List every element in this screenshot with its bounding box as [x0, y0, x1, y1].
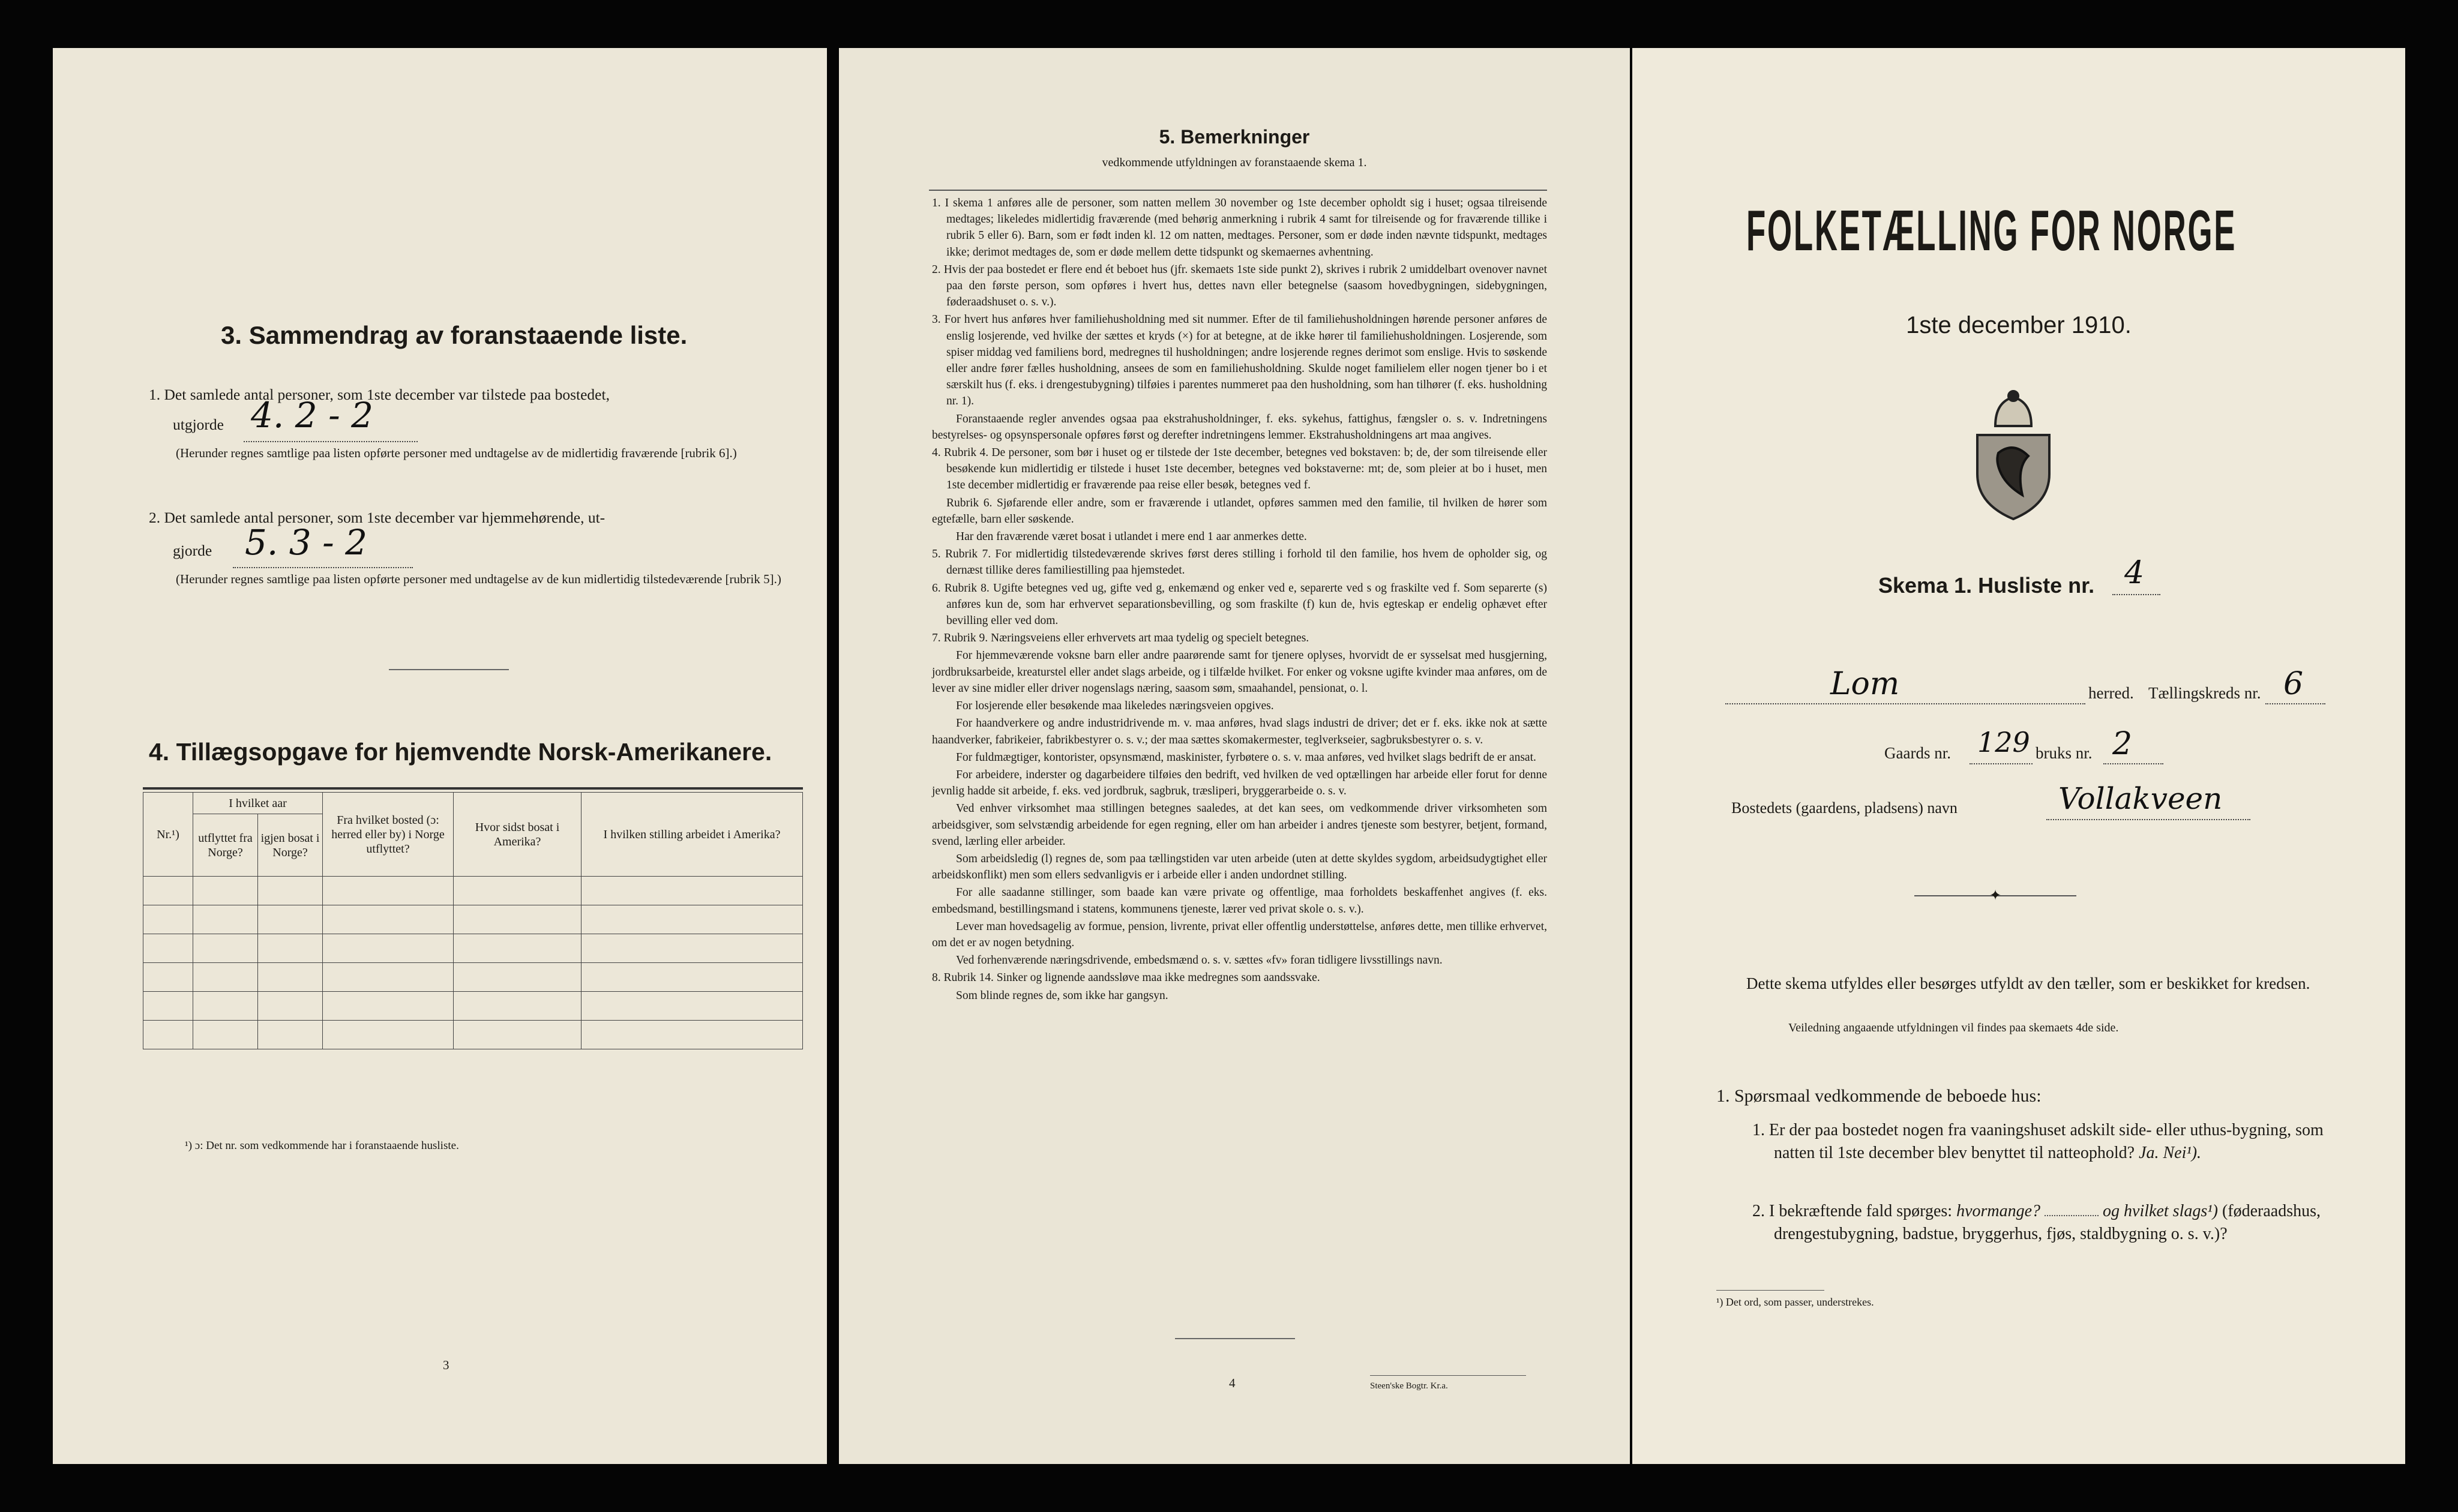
- table-cell: [258, 905, 323, 934]
- table-cell: [193, 1021, 258, 1049]
- separator: [389, 669, 509, 670]
- census-date: 1ste december 1910.: [1906, 312, 2132, 338]
- kreds-dotline: [2265, 703, 2325, 704]
- bruks-label: bruks nr.: [2036, 744, 2093, 762]
- remark-1: 1. I skema 1 anføres alle de personer, som natten mellem 30 november og 1ste december opholdt sig i huset; ogsaa tilreisende medtages; likeledes midlertidig fraværende (med behørig anmerkning i rubrik 4 samt for tilreisende og for fraværende tillike i rubrik 5 eller 6). Barn, som er født inden kl. 12 om natten, medtages. Personer, som er døde inden nævnte tidspunkt, medtages ikke; derimot medtages de, som er døde mellem dette tidspunkt og skemaernes avhentning.: [932, 197, 1547, 259]
- remark-7h: Som arbeidsledig (l) regnes de, som paa tællingstiden var uten arbeide (uten at dette skyldes sygdom, arbeidsudygtighet eller arbeidskonflikt) men som ellers sedvanligvis er i arbeide eller i anden undordnet stilling.: [932, 852, 1547, 882]
- census-title: FOLKETÆLLING FOR NORGE: [1746, 199, 2237, 263]
- item-2-dotline: [233, 567, 413, 568]
- kreds-nr: 6: [2283, 666, 2304, 702]
- page-1-footnote: ¹) Det ord, som passer, understrekes.: [1716, 1296, 1874, 1308]
- table-cell: [323, 963, 454, 992]
- table-cell: [258, 963, 323, 992]
- ornament-icon: ✦: [1989, 888, 2002, 904]
- table-cell: [258, 1021, 323, 1049]
- remark-3: 3. For hvert hus anføres hver familiehusholdning med sit nummer. Efter de til familiehusholdningen hørende personer anføres de enslig losjerende, ved hvilke der sættes et kryds (×) for at betegne, at de ikke hører til familiehusholdningen. Losjerende, som spiser middag ved familiens bord, medregnes til husholdningen; andre losjerende regnes derimot som enslige. Hvis to søskende eller andre fører fælles husholdning, ansees de som en familiehusholdning. Skulde noget familielem eller nogen tjener bo i et særskilt hus (f. eks. i drengestubygning) tilføies i parentes nummeret paa den husholdning, som han tilhører (f. eks. husholdning nr. 1).: [932, 313, 1547, 408]
- table-cell: [454, 963, 581, 992]
- remark-6: 6. Rubrik 8. Ugifte betegnes ved ug, gifte ved g, enkemænd og enker ved e, separerte ved s og fraskilte ved f. Som separerte (s) anføres kun de, som har erhvervet separationsbevilling, og som fraskilte (f) kun de, hvis egteskap er endelig ophævet efter bevilling eller ved dom.: [932, 581, 1547, 628]
- table-top-rule: [143, 787, 803, 790]
- remark-5: 5. Rubrik 7. For midlertidig tilstedeværende skrives først deres stilling i forhold til den familie, hos hvem de opholder sig, og dernæst tillike deres familiestilling paa hjemstedet.: [932, 548, 1547, 577]
- question-1-1: 1. Er der paa bostedet nogen fra vaaningshuset adskilt side- eller uthus-bygning, som natten til 1ste december blev benyttet til natteophold? Ja. Nei¹).: [1752, 1121, 2324, 1162]
- table-cell: [258, 934, 323, 963]
- herred-label: herred.: [2088, 684, 2134, 702]
- table-footnote: ¹) ɔ: Det nr. som vedkommende har i foranstaaende husliste.: [185, 1139, 459, 1152]
- table-cell: [143, 963, 193, 992]
- remark-2: 2. Hvis der paa bostedet er flere end ét beboet hus (jfr. skemaets 1ste side punkt 2), skrives i rubrik 2 umiddelbart ovenover navnet paa den første person, som opføres i hvert hus, dettes navn eller betegnelse (saasom hovedbygningen, sidebygningen, føderaadshuset o. s. v.).: [932, 263, 1547, 309]
- coat-of-arms-icon: [1965, 384, 2061, 522]
- table-cell: [323, 1021, 454, 1049]
- item-2-utgjorde: gjorde: [173, 542, 212, 559]
- gaards-label: Gaards nr.: [1884, 744, 1951, 762]
- table-cell: [323, 905, 454, 934]
- remark-8b: Som blinde regnes de, som ikke har gangsyn.: [956, 989, 1168, 1002]
- section-4-title: 4. Tillægsopgave for hjemvendte Norsk-Amerikanere.: [149, 738, 772, 766]
- remarks-end-rule: [1175, 1338, 1295, 1339]
- footnote-rule: [1716, 1290, 1824, 1291]
- table-cell: [193, 934, 258, 963]
- page-3: [53, 48, 827, 1464]
- remark-4b: Rubrik 6. Sjøfarende eller andre, som er fraværende i utlandet, opføres sammen med den familie, til hvilken de hører som egtefælle, barn eller søskende.: [932, 496, 1547, 526]
- page-number: 3: [443, 1358, 449, 1372]
- table-cell: [193, 905, 258, 934]
- section-3-title: 3. Sammendrag av foranstaaende liste.: [221, 321, 688, 349]
- item-1-dotline: [244, 441, 418, 442]
- remark-7: 7. Rubrik 9. Næringsveiens eller erhvervets art maa tydelig og specielt betegnes.: [932, 632, 1309, 645]
- remark-4: 4. Rubrik 4. De personer, som bør i huset og er tilstede der 1ste december, betegnes ved bokstaven: b; de, der som tilreisende eller besøkende kun midlertidig er tilstede i huset 1ste december, betegnes ved bokstaverne: mt; de, som pleier at bo i huset, men 1ste december midlertidig er fraværende paa reise eller besøk, betegnes ved f.: [932, 446, 1547, 492]
- table-cell: [454, 992, 581, 1021]
- remarks-title: 5. Bemerkninger: [1159, 126, 1310, 148]
- table-cell: [143, 1021, 193, 1049]
- herred-dotline: [1725, 703, 2085, 704]
- question-1-1-answer: Ja. Nei¹).: [2139, 1144, 2202, 1162]
- table-cell: [581, 877, 803, 905]
- gaards-dotline: [1970, 763, 2033, 764]
- remark-7i: For alle saadanne stillinger, som baade kan være private og offentlige, maa forholdets beskaffenhet angives (f. eks. embedsmand, bestillingsmand i statens, kommunens tjeneste, lærer ved privat skole o. s. v.).: [932, 886, 1547, 916]
- col-emigrated: utflyttet fra Norge?: [193, 814, 258, 877]
- remark-7e: For fuldmægtiger, kontorister, opsynsmænd, maskinister, fyrbøtere o. s. v. maa anføres, ved hvilket slags bedrift de er ansat.: [956, 751, 1536, 764]
- table-cell: [143, 877, 193, 905]
- page-4: [839, 48, 1630, 1464]
- gaards-nr: 129: [1977, 726, 2030, 758]
- kreds-label: Tællingskreds nr.: [2148, 684, 2261, 702]
- remark-7g: Ved enhver virksomhet maa stillingen betegnes saaledes, at det kan sees, om vedkommende driver virksomheten som arbeidsgiver, som selvstændig arbeidende for egen regning, eller om han arbeider i andres tjeneste som bestyrer, betjent, formand, svend, lærling eller arbeider.: [932, 802, 1547, 848]
- question-1-2: 2. I bekræftende fald spørges: hvormange? og hvilket slags¹) (føderaadshus, drengestubygning, badstue, bryggerhus, fjøs, staldbygning o. s. v.)?: [1752, 1202, 2321, 1243]
- item-1-text: 1. Det samlede antal personer, som 1ste december var tilstede paa bostedet,: [149, 386, 610, 403]
- table-cell: [193, 992, 258, 1021]
- remark-7f: For arbeidere, inderster og dagarbeidere tilføies den bedrift, ved hvilken de ved optællingen har arbeide eller forut for denne jevnlig hadde sit arbeide, f. eks. ved jordbruk, sagbruk, træsliperi, bryggerarbeide o. s. v.: [932, 768, 1547, 798]
- remark-7j: Lever man hovedsagelig av formue, pension, livrente, privat eller offentlig understøttelse, anføres dette, men tillike erhvervet, om det er av nogen betydning.: [932, 920, 1547, 949]
- husliste-dotline: [2112, 594, 2160, 595]
- col-returned: igjen bosat i Norge?: [258, 814, 323, 877]
- remarks-list: [932, 195, 1547, 1005]
- remark-3b: Foranstaaende regler anvendes ogsaa paa ekstrahusholdninger, f. eks. sykehus, fattighus, fængsler o. s. v. Indretningens bestyrelses- og opsynspersonale opføres først og derefter indretningens lemmer. Ekstrahusholdningens art maa angives.: [932, 412, 1547, 442]
- col-last-residence: Hvor sidst bosat i Amerika?: [454, 793, 581, 877]
- item-1-handwritten-count: 4. 2 - 2: [251, 395, 374, 436]
- bosted-label: Bostedets (gaardens, pladsens) navn: [1731, 799, 1958, 817]
- remark-7k: Ved forhenværende næringsdrivende, embedsmænd o. s. v. sættes «fv» foran tidligere livsstillings navn.: [956, 954, 1443, 967]
- table-cell: [454, 877, 581, 905]
- item-2-handwritten-count: 5. 3 - 2: [245, 522, 368, 563]
- col-nr: Nr.¹): [143, 793, 193, 877]
- table-cell: [323, 992, 454, 1021]
- remarks-subtitle: vedkommende utfyldningen av foranstaaende skema 1.: [1102, 156, 1367, 169]
- item-1-note: (Herunder regnes samtlige paa listen opførte personer med undtagelse av de midlertidig fraværende [rubrik 6].): [176, 446, 737, 460]
- printer-imprint: Steen'ske Bogtr. Kr.a.: [1370, 1381, 1448, 1391]
- herred-name: Lom: [1830, 666, 1900, 702]
- remark-7c: For losjerende eller besøkende maa likeledes næringsveien opgives.: [956, 700, 1274, 713]
- bosted-dotline: [2046, 819, 2250, 820]
- table-cell: [193, 877, 258, 905]
- remark-7b: For hjemmeværende voksne barn eller andre paarørende samt for tjenere oplyses, hvorvidt de er sysselsat med husgjerning, jordbruksarbeide, kreaturstel eller andet slags arbeide, og i tilfælde hvilket. For enker og voksne ugifte kvinder maa anføres, om de lever av sine midler eller driver nogenslags næring, saasom søm, smaahandel, pensionat, o. l.: [932, 649, 1547, 695]
- item-2-text: 2. Det samlede antal personer, som 1ste december var hjemmehørende, ut-: [149, 509, 605, 526]
- table-cell: [454, 934, 581, 963]
- remark-8: 8. Rubrik 14. Sinker og lignende aandssløve maa ikke medregnes som aandssvake.: [932, 971, 1320, 985]
- instruction-text: Dette skema utfyldes eller besørges utfyldt av den tæller, som er beskikket for kredsen.: [1746, 974, 2310, 992]
- table-cell: [454, 905, 581, 934]
- table-cell: [581, 934, 803, 963]
- table-cell: [258, 992, 323, 1021]
- bruks-dotline: [2103, 763, 2163, 764]
- norsk-amerikaner-table: [143, 792, 803, 1049]
- table-cell: [323, 934, 454, 963]
- col-from-where: Fra hvilket bosted (ɔ: herred eller by) i Norge utflyttet?: [323, 793, 454, 877]
- table-cell: [581, 992, 803, 1021]
- table-cell: [143, 992, 193, 1021]
- page-number: 4: [1229, 1376, 1236, 1390]
- table-cell: [258, 877, 323, 905]
- husliste-nr: 4: [2124, 555, 2145, 591]
- remark-7d: For haandverkere og andre industridrivende m. v. maa anføres, hvad slags industri de driver; det er f. eks. ikke nok at sætte haandverker, fabrikeier, fabrikbestyrer o. s. v.; der maa sættes skomakermester, teglverkseier, sagbruksbestyrer o. s. v.: [932, 717, 1547, 746]
- table-cell: [581, 963, 803, 992]
- table-cell: [581, 905, 803, 934]
- table-cell: [454, 1021, 581, 1049]
- item-2-note: (Herunder regnes samtlige paa listen opførte personer med undtagelse av de kun midlertidig tilstedeværende [rubrik 5].): [176, 572, 781, 586]
- remark-4c: Har den fraværende været bosat i utlandet i mere end 1 aar anmerkes dette.: [956, 530, 1307, 544]
- col-year-group: I hvilket aar: [193, 793, 323, 814]
- table-cell: [323, 877, 454, 905]
- table-cell: [193, 963, 258, 992]
- instruction-small: Veiledning angaaende utfyldningen vil findes paa skemaets 4de side.: [1788, 1021, 2119, 1034]
- remarks-top-rule: [929, 190, 1547, 191]
- question-1-title: 1. Spørsmaal vedkommende de beboede hus:: [1716, 1086, 2042, 1106]
- item-1-utgjorde: utgjorde: [173, 416, 224, 433]
- table-cell: [143, 934, 193, 963]
- printer-rule: [1370, 1375, 1526, 1376]
- schema-label: Skema 1. Husliste nr.: [1878, 573, 2095, 598]
- table-cell: [143, 905, 193, 934]
- bosted-name: Vollakveen: [2058, 781, 2223, 816]
- table-cell: [581, 1021, 803, 1049]
- page-1: [1632, 48, 2405, 1464]
- col-position: I hvilken stilling arbeidet i Amerika?: [581, 793, 803, 877]
- bruks-nr: 2: [2112, 726, 2133, 762]
